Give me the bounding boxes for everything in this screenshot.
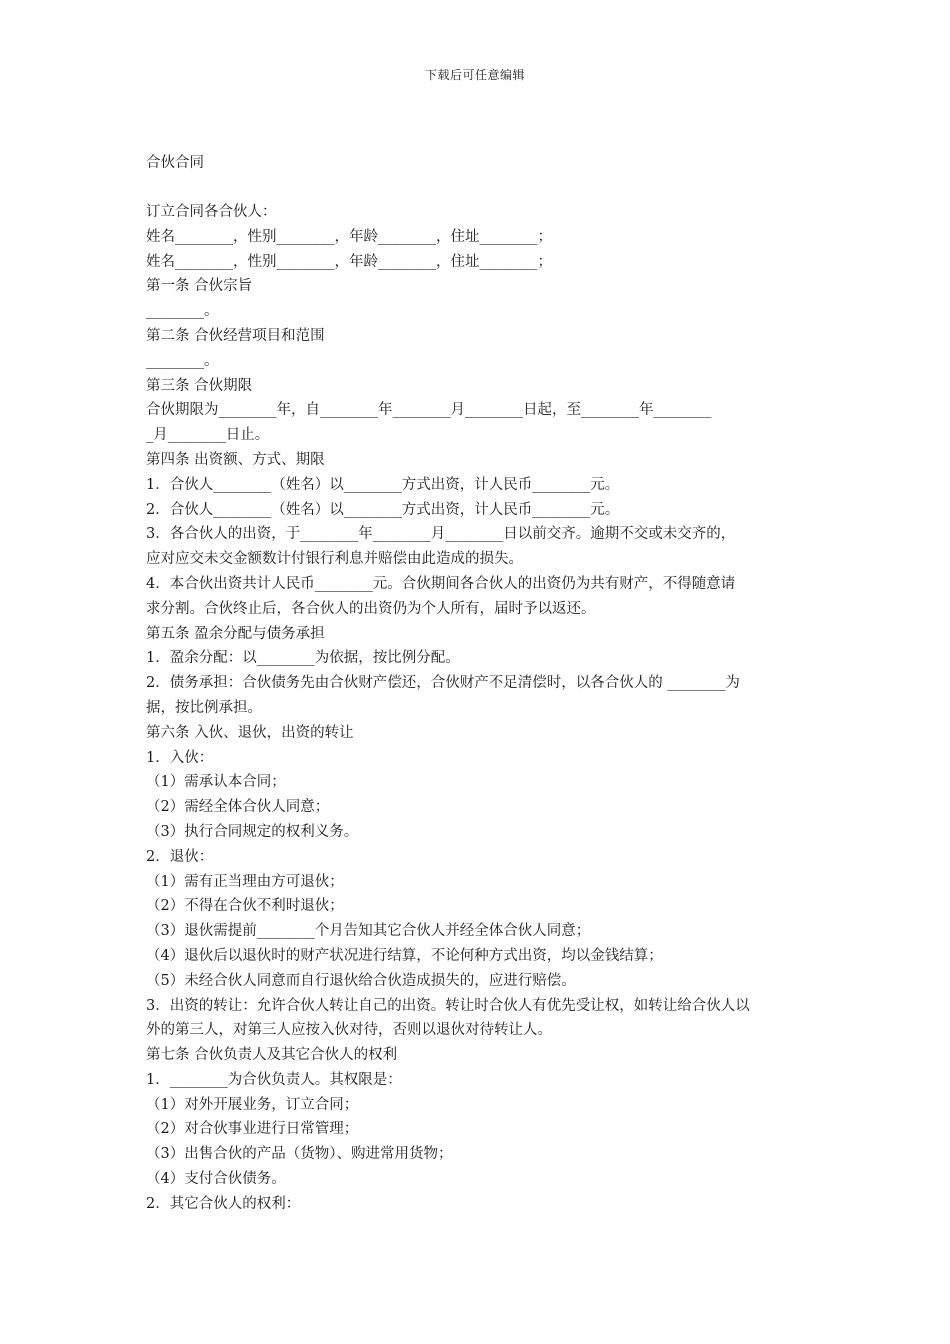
text-line: 姓名________，性别________，年龄________，住址________；: [146, 253, 552, 270]
text-line: （2）需经全体合伙人同意；: [146, 799, 330, 816]
article-heading: 第七条 合伙负责人及其它合伙人的权利: [146, 1047, 398, 1064]
text-line: （3）退伙需提前________个月告知其它合伙人并经全体合伙人同意；: [146, 923, 591, 940]
text-line: （3）执行合同规定的权利义务。: [146, 823, 359, 840]
text-line: 2．债务承担：合伙债务先由合伙财产偿还，合伙财产不足清偿时，以各合伙人的 ________为: [146, 675, 740, 692]
text-line: 2．退伙：: [146, 848, 214, 865]
text-line: 2．合伙人________（姓名）以________方式出资，计人民币________元。: [146, 501, 620, 518]
article-heading: 第三条 合伙期限: [146, 377, 253, 394]
article-heading: 第一条 合伙宗旨: [146, 278, 253, 295]
text-line: （1）对外开展业务，订立合同；: [146, 1096, 359, 1113]
text-line: 1．入伙：: [146, 749, 214, 766]
page-header: 下载后可任意编辑: [424, 68, 525, 82]
text-line: ________。: [146, 352, 219, 369]
text-line: 订立合同各合伙人：: [146, 204, 277, 220]
text-line: 应对应交未交金额数计付银行利息并赔偿由此造成的损失。: [146, 551, 523, 568]
text-line: 2．其它合伙人的权利：: [146, 1195, 301, 1212]
text-line: 4．本合伙出资共计人民币________元。合伙期间各合伙人的出资仍为共有财产，不得随意请: [146, 575, 736, 592]
text-line: （5）未经合伙人同意而自行退伙给合伙造成损失的，应进行赔偿。: [146, 972, 576, 989]
text-line: （1）需承认本合同；: [146, 774, 286, 791]
article-heading: 第四条 出资额、方式、期限: [146, 451, 325, 468]
text-line: （2）不得在合伙不利时退伙；: [146, 898, 344, 915]
text-line: （3）出售合伙的产品（货物）、购进常用货物；: [146, 1146, 453, 1163]
text-line: 3．出资的转让：允许合伙人转让自己的出资。转让时合伙人有优先受让权，如转让给合伙人以: [146, 997, 750, 1014]
text-line: 1．________为合伙负责人。其权限是：: [146, 1071, 402, 1088]
text-line: 合伙期限为________年，自________年________月________日起，至________年________: [146, 402, 712, 419]
text-line: （4）退伙后以退伙时的财产状况进行结算，不论何种方式出资，均以金钱结算；: [146, 947, 663, 964]
text-line: 1．合伙人________（姓名）以________方式出资，计人民币________元。: [146, 476, 620, 493]
text-line: 1．盈余分配：以________为依据，按比例分配。: [146, 650, 460, 667]
text-line: 求分割。合伙终止后，各合伙人的出资仍为个人所有，届时予以返还。: [146, 600, 596, 617]
text-line: _月________日止。: [146, 427, 270, 444]
text-line: （1）需有正当理由方可退伙；: [146, 873, 344, 890]
text-line: 据，按比例承担。: [146, 699, 262, 716]
text-line: （2）对合伙事业进行日常管理；: [146, 1121, 359, 1138]
text-line: （4）支付合伙债务。: [146, 1171, 286, 1188]
text-line: 姓名________，性别________，年龄________，住址________；: [146, 228, 552, 245]
text-line: 3．各合伙人的出资，于________年________月________日以前交齐。逾期不交或未交齐的，: [146, 526, 736, 543]
text-line: ________。: [146, 303, 219, 320]
document-body: [146, 200, 811, 1217]
article-heading: 第二条 合伙经营项目和范围: [146, 327, 325, 344]
article-heading: 第六条 入伙、退伙，出资的转让: [146, 724, 354, 741]
document-title: 合伙合同: [146, 155, 204, 171]
article-heading: 第五条 盈余分配与债务承担: [146, 625, 325, 642]
text-line: 外的第三人，对第三人应按入伙对待，否则以退伙对待转让人。: [146, 1022, 552, 1039]
